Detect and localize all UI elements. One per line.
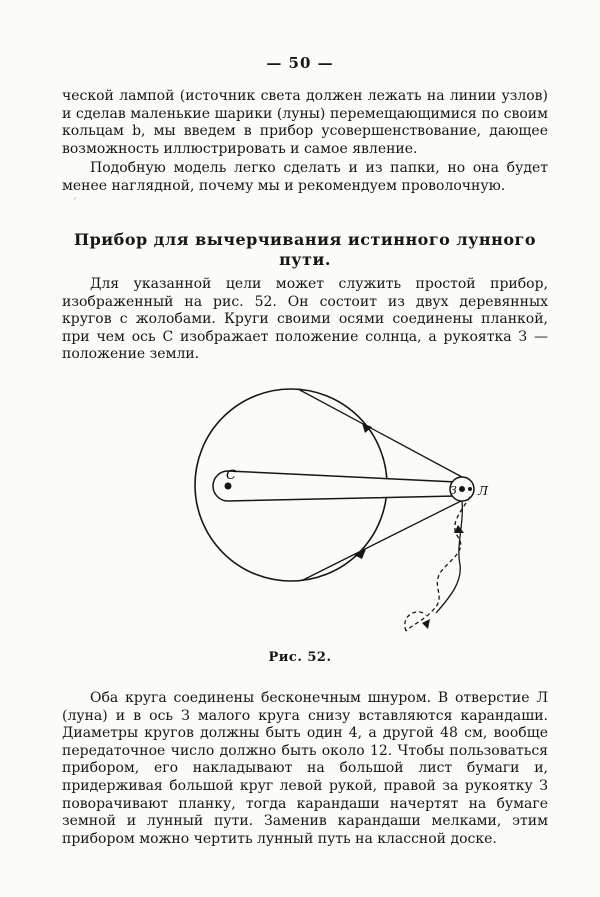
figure-52 xyxy=(190,375,510,645)
paragraph-usage: Оба круга соединены бесконечным шнуром. В отверстие Л (луна) и в ось З малого круга снизу вставляются карандаши. Диаметры кругов должны быть один 4, а другой 48 см, вообще передаточное число должно быть около 12. Чтобы пользоваться прибором, его накладывают на большой лист бумаги и, придерживая большой круг левой рукой, правой за рукоятку З поворачивают планку, тогда карандаши начертят на бумаге земной и лунный пути. Заменив карандаши мелками, этим прибором можно чертить лунный путь на классной доске. xyxy=(62,690,548,847)
paragraph-model-note: Подобную модель легко сделать и из папки, но она будет менее наглядной, почему мы и рекомендуем проволочную. xyxy=(62,160,548,194)
apparatus-diagram xyxy=(190,375,510,645)
label-earth: З xyxy=(450,484,457,497)
label-moon: Л xyxy=(478,484,489,498)
sun-axis xyxy=(225,483,232,490)
figure-caption: Рис. 52. xyxy=(268,650,332,665)
paragraph-continuation: ческой лампой (источник света должен лежать на линии узлов) и сделав маленькие шарики (луны) перемещающимися по своим кольцам b, мы введем в прибор усовершенствование, дающее возможность иллюстрировать и самое явление. xyxy=(62,88,548,157)
page-number: — 50 — xyxy=(266,54,334,72)
scan-mark: ˊ xyxy=(72,198,77,209)
moon-hole xyxy=(468,487,472,491)
moon-loop xyxy=(405,612,426,631)
moon-path-arrow-2 xyxy=(422,619,430,629)
plank xyxy=(213,471,456,501)
belt-upper xyxy=(298,389,462,477)
section-heading: Прибор для вычерчивания истинного лунного пути. xyxy=(74,230,536,269)
paragraph-device-description: Для указанной цели может служить простой прибор, изображенный на рис. 52. Он состоит из двух деревянных кругов с жолобами. Круги своими осями соединены планкой, при чем ось С изображает положение солнца, а рукоятка З — положение земли. xyxy=(62,276,548,363)
earth-axis xyxy=(459,486,465,492)
label-sun: C xyxy=(226,468,236,483)
earth-path xyxy=(436,501,462,613)
